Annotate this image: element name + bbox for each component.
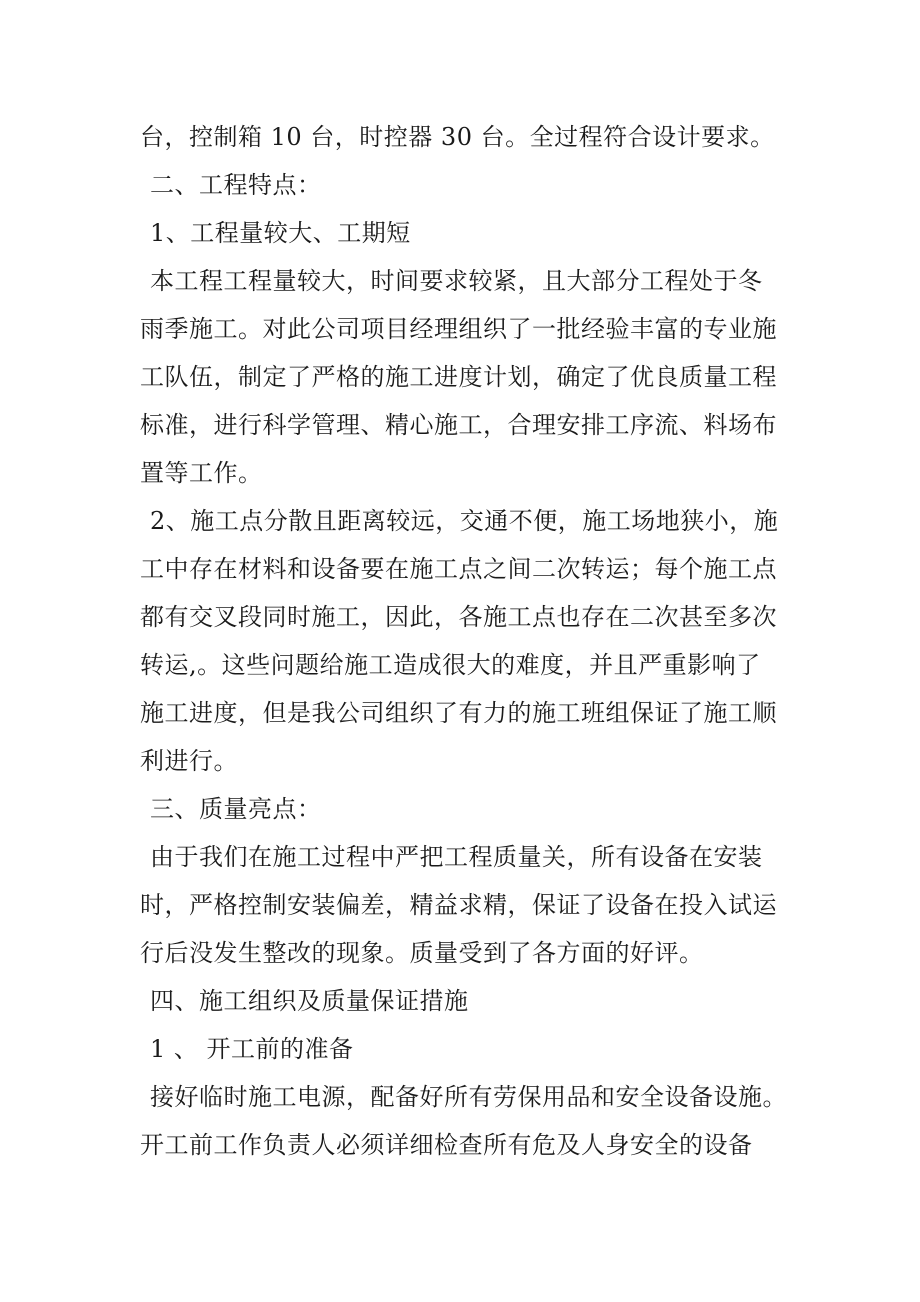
subsection-heading: 1、工程量较大、工期短 [150,219,411,247]
body-text-line: 台，控制箱 10 台，时控器 30 台。全过程符合设计要求。 [140,123,775,151]
body-text-line: 开工前工作负责人必须详细检查所有危及人身安全的设备 [140,1131,753,1159]
body-text-line: 标准，进行科学管理、精心施工，合理安排工序流、料场布 [140,411,777,439]
body-text-line: 置等工作。 [140,459,263,487]
body-text-line: 由于我们在施工过程中严把工程质量关，所有设备在安装 [150,843,763,871]
subsection-heading: 1 、 开工前的准备 [150,1035,354,1063]
body-text-line: 都有交叉段同时施工，因此，各施工点也存在二次甚至多次 [140,603,777,631]
body-text-line: 雨季施工。对此公司项目经理组织了一批经验丰富的专业施 [140,315,777,343]
body-text-line: 时，严格控制安装偏差，精益求精，保证了设备在投入试运 [140,891,777,919]
body-text-line: 接好临时施工电源，配备好所有劳保用品和安全设备设施。 [150,1083,787,1111]
body-text-line: 施工进度，但是我公司组织了有力的施工班组保证了施工顺 [140,699,777,727]
body-text-line: 行后没发生整改的现象。质量受到了各方面的好评。 [140,939,704,967]
body-text-line: 工中存在材料和设备要在施工点之间二次转运；每个施工点 [140,555,777,583]
section-heading: 三、质量亮点： [150,795,322,823]
body-text-line: 利进行。 [140,747,238,775]
body-text-line: 2、施工点分散且距离较远，交通不便，施工场地狭小，施 [150,507,779,535]
section-heading: 二、工程特点： [150,171,322,199]
body-text-line: 工队伍，制定了严格的施工进度计划，确定了优良质量工程 [140,363,777,391]
body-text-line: 本工程工程量较大，时间要求较紧，且大部分工程处于冬 [150,267,763,295]
section-heading: 四、施工组织及质量保证措施 [150,987,469,1015]
body-text-line: 转运,。这些问题给施工造成很大的难度，并且严重影响了 [140,651,761,679]
